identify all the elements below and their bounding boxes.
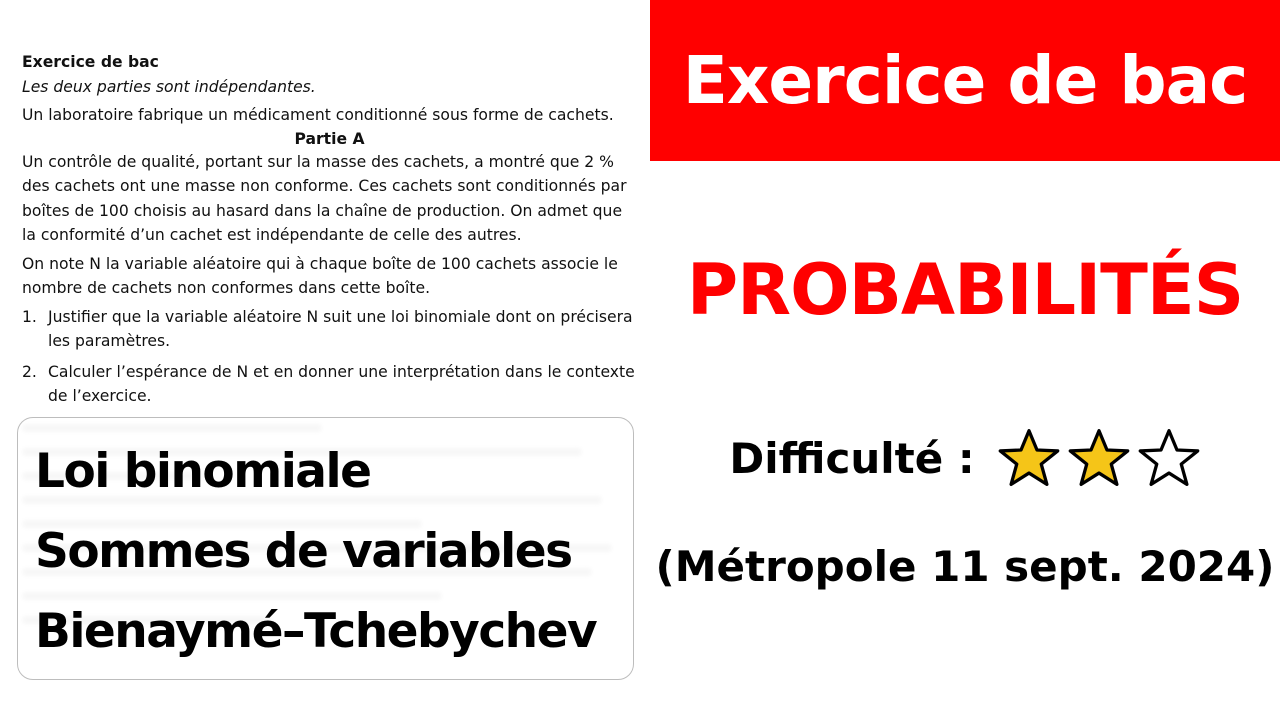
- question-text: Justifier que la variable aléatoire N suit une loi binomiale dont on précisera les paramètres.: [48, 307, 633, 350]
- topic-heading: PROBABILITÉS: [686, 249, 1244, 331]
- star-filled-icon: [997, 426, 1061, 490]
- question-text: Calculer l’espérance de N et en donner une interprétation dans le contexte de l’exercice.: [48, 362, 635, 405]
- question-list: [22, 305, 637, 409]
- keyword-item: Loi binomiale: [35, 444, 371, 499]
- question-number: 2.: [22, 362, 37, 381]
- keyword-item: Sommes de variables: [35, 524, 572, 579]
- document-paragraph-1: Un contrôle de qualité, portant sur la masse des cachets, a montré que 2 % des cachets ont une masse non conforme. Ces cachets sont conditionnés par boîtes de 100 choisis au hasard dans la chaîne de production. On admet que la conformité d’un cachet est indépendante de celle des autres.: [22, 152, 627, 244]
- exam-session: (Métropole 11 sept. 2024): [655, 542, 1275, 591]
- banner-title: Exercice de bac: [682, 42, 1248, 119]
- keywords-box: [17, 417, 634, 680]
- document-subtitle: Les deux parties sont indépendantes.: [22, 77, 316, 96]
- document-title: Exercice de bac: [22, 53, 159, 71]
- part-heading: Partie A: [294, 129, 365, 148]
- star-filled-icon: [1067, 426, 1131, 490]
- question-item: [22, 360, 637, 409]
- title-banner: [650, 0, 1280, 161]
- document-paragraph-2: On note N la variable aléatoire qui à chaque boîte de 100 cachets associe le nombre de cachets non conformes dans cette boîte.: [22, 254, 618, 297]
- difficulty-rating: [650, 418, 1280, 498]
- difficulty-label: Difficulté :: [729, 433, 975, 483]
- keyword-item: Bienaymé–Tchebychev: [35, 604, 597, 659]
- document-intro: Un laboratoire fabrique un médicament conditionné sous forme de cachets.: [22, 106, 614, 124]
- question-number: 1.: [22, 307, 37, 326]
- star-rating: [997, 426, 1201, 490]
- star-empty-icon: [1137, 426, 1201, 490]
- question-item: [22, 305, 637, 354]
